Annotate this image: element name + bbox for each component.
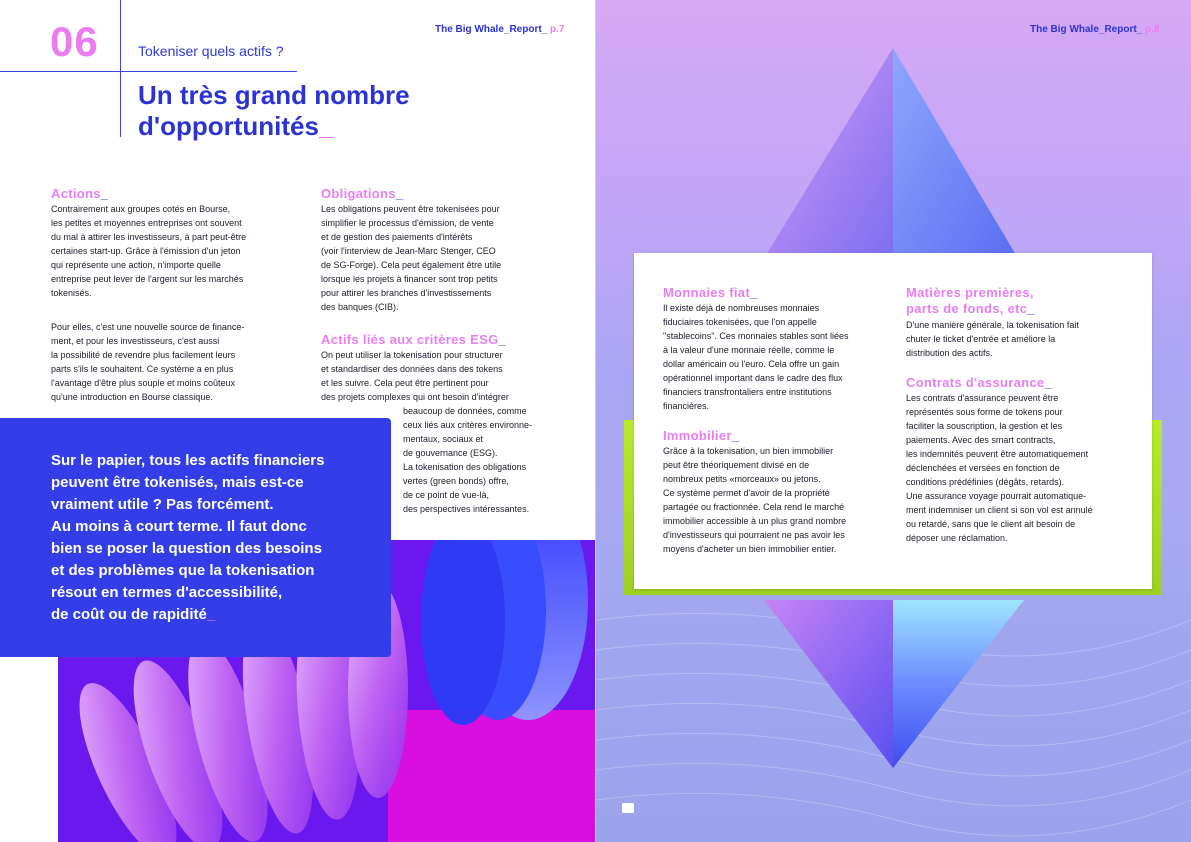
esg-line: de gouvernance (ESG). <box>403 448 498 458</box>
quote-line: et des problèmes que la tokenisation <box>51 562 315 579</box>
esg-line: ceux liés aux critères environne- <box>403 420 533 430</box>
esg-line: et les suivre. Cela peut être pertinent pour <box>321 378 489 388</box>
section-body-actions-p2 <box>51 320 291 404</box>
monnaies-line: "stablecoins". Ces monnaies stables sont liées <box>663 331 849 341</box>
quote-line: Sur le papier, tous les actifs financiers <box>51 452 325 469</box>
actions-line: entreprise peut lever de l'argent sur les marchés <box>51 274 244 284</box>
esg-line: vertes (green bonds) offre, <box>403 476 509 486</box>
esg-line: des projets complexes qui ont besoin d'intégrer <box>321 392 509 402</box>
assurance-line: les indemnités peuvent être automatiquement <box>906 449 1089 459</box>
esg-line: On peut utiliser la tokenisation pour structurer <box>321 350 503 360</box>
section-body-esg-wide <box>321 348 581 404</box>
actions-line: qu'une introduction en Bourse classique. <box>51 392 213 402</box>
actions-line: la possibilité de revendre plus facilement leurs <box>51 350 236 360</box>
obligations-line: et de gestion des paiements d'intérêts <box>321 232 473 242</box>
quote-line: peuvent être tokenisés, mais est-ce <box>51 474 304 491</box>
immobilier-line: partagée ou fractionnée. Cela rend le marché <box>663 502 845 512</box>
running-header-left: The Big Whale_Report_ p.7 <box>435 24 565 35</box>
assurance-line: déposer une réclamation. <box>906 533 1008 543</box>
actions-line: Pour elles, c'est une nouvelle source de finance- <box>51 322 245 332</box>
assurance-line: paiements. Avec des smart contracts, <box>906 435 1056 445</box>
assurance-line: Les contrats d'assurance peuvent être <box>906 393 1059 403</box>
actions-line: l'avantage d'être plus souple et moins coûteux <box>51 378 236 388</box>
esg-line: de ce point de vue-là, <box>403 490 490 500</box>
quote-line: Au moins à court terme. Il faut donc <box>51 518 307 535</box>
actions-line: certaines start-up. Grâce à l'émission d'un jeton <box>51 246 241 256</box>
section-title-immobilier: Immobilier_ <box>663 428 740 443</box>
matieres-line: chuter le ticket d'entrée et améliore la <box>906 334 1056 344</box>
assurance-line: représentés sous forme de tokens pour <box>906 407 1063 417</box>
section-body-monnaies <box>663 301 888 413</box>
obligations-line: des banques (CIB). <box>321 302 399 312</box>
immobilier-line: nombreux petits «morceaux» ou jetons. <box>663 474 821 484</box>
section-title-obligations: Obligations_ <box>321 186 404 201</box>
immobilier-line: immobilier accessible à un plus grand nombre <box>663 516 847 526</box>
monnaies-line: financiers transfrontaliers entre institutions <box>663 387 832 397</box>
section-body-immobilier <box>663 444 888 556</box>
page-corner-mark-right <box>622 803 634 813</box>
immobilier-line: Ce système permet d'avoir de la propriété <box>663 488 830 498</box>
section-body-actions-p1 <box>51 202 291 300</box>
section-body-obligations <box>321 202 571 314</box>
obligations-line: lorsque les projets à financer sont trop petits <box>321 274 498 284</box>
actions-line: qui représente une action, n'importe quelle <box>51 260 221 270</box>
chapter-number: 06 <box>50 18 99 65</box>
esg-line: et standardiser des données dans des tokens <box>321 364 503 374</box>
actions-line: tokenisés. <box>51 288 92 298</box>
esg-line: beaucoup de données, comme <box>403 406 527 416</box>
section-body-matieres <box>906 318 1136 360</box>
header-vertical-rule <box>120 0 121 137</box>
page-headline <box>138 80 410 142</box>
esg-line: des perspectives intéressantes. <box>403 504 530 514</box>
quote-line: bien se poser la question des besoins <box>51 540 322 557</box>
quote-line: de coût ou de rapidité_ <box>51 606 216 623</box>
right-page <box>596 0 1191 842</box>
header-horizontal-rule <box>0 71 297 72</box>
monnaies-line: fiduciaires tokenisées, que l'on appelle <box>663 317 817 327</box>
headline-line-1: Un très grand nombre <box>138 80 410 110</box>
assurance-line: ment indemniser un client si son vol est annulé <box>906 505 1093 515</box>
esg-line: La tokenisation des obligations <box>403 462 527 472</box>
immobilier-line: moyens d'acheter un bien immobilier entier. <box>663 544 837 554</box>
assurance-line: ou retardé, sans que le client ait besoin de <box>906 519 1076 529</box>
immobilier-line: d'investisseurs qui pourraient ne pas avoir les <box>663 530 845 540</box>
monnaies-line: à la valeur d'une monnaie réelle, comme le <box>663 345 835 355</box>
assurance-line: faciliter la souscription, la gestion et les <box>906 421 1063 431</box>
obligations-line: (voir l'interview de Jean-Marc Stenger, CEO <box>321 246 496 256</box>
pull-quote <box>51 450 371 626</box>
chapter-subtitle: Tokeniser quels actifs ? <box>138 43 284 59</box>
section-body-assurance <box>906 391 1136 545</box>
matieres-line: distribution des actifs. <box>906 348 993 358</box>
quote-line: résout en termes d'accessibilité, <box>51 584 283 601</box>
immobilier-line: Grâce à la tokenisation, un bien immobilier <box>663 446 834 456</box>
page-corner-mark-left <box>24 803 36 813</box>
section-title-esg: Actifs liés aux critères ESG_ <box>321 332 507 347</box>
assurance-line: conditions prédéfinies (dégâts, retards). <box>906 477 1065 487</box>
section-title-monnaies: Monnaies fiat_ <box>663 285 758 300</box>
immobilier-line: peut être théoriquement divisé en de <box>663 460 810 470</box>
assurance-line: déclenchées et versées en fonction de <box>906 463 1060 473</box>
left-page <box>0 0 595 842</box>
assurance-line: Une assurance voyage pourrait automatique- <box>906 491 1087 501</box>
obligations-line: simplifier le processus d'émission, de vente <box>321 218 494 228</box>
obligations-line: de SG-Forge). Cela peut également être utile <box>321 260 502 270</box>
monnaies-line: dollar américain ou l'euro. Cela offre un gain <box>663 359 840 369</box>
monnaies-line: Il existe déjà de nombreuses monnaies <box>663 303 820 313</box>
actions-line: ment, et pour les investisseurs, c'est aussi <box>51 336 220 346</box>
section-title-actions: Actions_ <box>51 186 109 201</box>
actions-line: Contrairement aux groupes cotés en Bourse, <box>51 204 231 214</box>
running-header-right: The Big Whale_Report_ p.8 <box>1030 24 1160 35</box>
monnaies-line: opérationnel important dans le cadre des flux <box>663 373 843 383</box>
actions-line: parts s'ils le souhaitent. Ce système a en plus <box>51 364 234 374</box>
obligations-line: pour attirer les branches d'investissements <box>321 288 492 298</box>
actions-line: du mal à attirer les investisseurs, à part peut-être <box>51 232 247 242</box>
section-title-matieres: Matières premières, parts de fonds, etc_ <box>906 285 1035 316</box>
headline-line-2: d'opportunités_ <box>138 111 334 141</box>
monnaies-line: financières. <box>663 401 710 411</box>
esg-line: mentaux, sociaux et <box>403 434 484 444</box>
actions-line: les petites et moyennes entreprises ont souvent <box>51 218 242 228</box>
quote-line: vraiment utile ? Pas forcément. <box>51 496 274 513</box>
section-title-assurance: Contrats d'assurance_ <box>906 375 1052 390</box>
matieres-line: D'une manière générale, la tokenisation fait <box>906 320 1079 330</box>
section-body-esg-narrow <box>403 404 583 516</box>
obligations-line: Les obligations peuvent être tokenisées pour <box>321 204 500 214</box>
